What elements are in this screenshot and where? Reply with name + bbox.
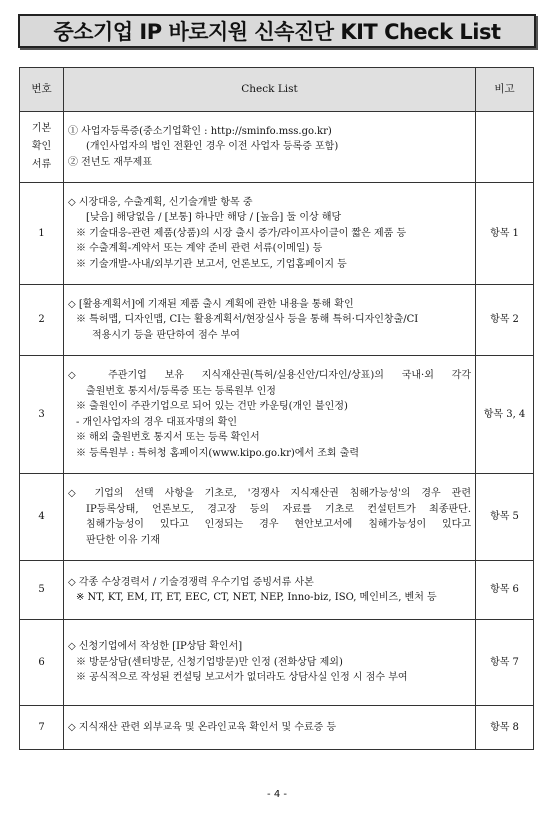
row-1-line: ※ 기술개발-사내/외부기관 보고서, 언론보도, 기업홈페이지 등	[76, 258, 347, 270]
row-5-content	[64, 561, 476, 620]
row-5-note: 항목 6	[476, 561, 534, 620]
row-3-line: ※ 출원인이 주관기업으로 되어 있는 건만 카운팅(개인 불인정)	[76, 401, 348, 412]
row-basic-line: (개인사업자의 법인 전환인 경우 이전 사업자 등록증 포함)	[86, 141, 339, 153]
table-row-basic	[20, 112, 534, 183]
table-row-7	[20, 706, 534, 750]
row-2-line: ◇ [활용계획서]에 기재된 제품 출시 계획에 관한 내용을 통해 확인	[68, 298, 354, 310]
row-3-line: ※ 해외 출원번호 통지서 또는 등록 확인서	[76, 432, 260, 443]
row-1-content	[64, 183, 476, 285]
row-6-no: 6	[20, 620, 64, 706]
row-6-content	[64, 620, 476, 706]
table-row-4	[20, 474, 534, 561]
row-basic-content	[64, 112, 476, 183]
row-4-line: ◇ 기업의 선택 사항을 기초로, '경쟁사 지식재산권 침해가능성'의 경우 관련	[68, 488, 471, 499]
row-4-note: 항목 5	[476, 474, 534, 561]
row-3-line: 출원번호 통지서/등록증 또는 등록원부 인정	[86, 385, 276, 397]
row-3-line: ◇ 주관기업 보유 지식재산권(특허/실용신안/디자인/상표)의 국내·외 각각	[68, 370, 471, 381]
row-4-line: IP등록상태, 언론보도, 경고장 등의 자료를 기초로 컨설턴트가 최종판단.	[86, 503, 471, 515]
row-6-line: ※ 공식적으로 작성된 컨설팅 보고서가 없더라도 상담사실 인정 시 점수 부여	[76, 672, 408, 684]
row-2-line: ※ 특허맵, 디자인맵, CI는 활용계획서/현장실사 등을 통해 특허·디자인창출/CI	[76, 314, 419, 326]
row-1-line: ◇ 시장대응, 수출계획, 신기술개발 항목 중	[68, 196, 253, 208]
table-row-3	[20, 356, 534, 474]
table-header-row	[20, 68, 534, 112]
row-1-line: [낮음] 해당없음 / [보통] 하나만 해당 / [높음] 둘 이상 해당	[86, 212, 342, 224]
row-5-line: ※ NT, KT, EM, IT, ET, EEC, CT, NET, NEP, Inno-biz, ISO, 메인비즈, 벤처 등	[76, 592, 437, 603]
header-checklist: Check List	[64, 68, 476, 112]
row-6-line: ◇ 신청기업에서 작성한 [IP상담 확인서]	[68, 641, 243, 653]
table-row-5	[20, 561, 534, 620]
row-basic-no: 기본 확인 서류	[20, 112, 64, 183]
row-3-line: ※ 등록원부 : 특허청 홈페이지(www.kipo.go.kr)에서 조회 출력	[76, 447, 360, 459]
row-7-line: ◇ 지식재산 관련 외부교육 및 온라인교육 확인서 및 수료증 등	[68, 721, 337, 733]
row-3-no: 3	[20, 356, 64, 474]
row-4-line: 침해가능성이 있다고 인정되는 경우 현안보고서에 침해가능성이 있다고	[86, 519, 471, 530]
table-row-1	[20, 183, 534, 285]
row-3-content	[64, 356, 476, 474]
row-2-no: 2	[20, 285, 64, 356]
row-basic-note	[476, 112, 534, 183]
table-row-2	[20, 285, 534, 356]
row-2-line: 적용시기 등을 판단하여 점수 부여	[92, 329, 240, 341]
row-6-line: ※ 방문상담(센터방문, 신청기업방문)만 인정 (전화상담 제외)	[76, 656, 343, 668]
row-basic-line: ① 사업자등록증(중소기업확인 : http://sminfo.mss.go.kr)	[68, 125, 332, 137]
row-1-note: 항목 1	[476, 183, 534, 285]
row-3-line: - 개인사업자의 경우 대표자명의 확인	[76, 416, 237, 428]
header-no: 번호	[20, 68, 64, 112]
page-title: 중소기업 IP 바로지원 신속진단 KIT Check List	[53, 20, 501, 44]
row-2-content	[64, 285, 476, 356]
table-row-6	[20, 620, 534, 706]
header-note: 비고	[476, 68, 534, 112]
row-1-line: ※ 기술대응-관련 제품(상품)의 시장 출시 증가/라이프사이클이 짧은 제품 등	[76, 227, 407, 239]
row-7-no: 7	[20, 706, 64, 750]
row-2-note: 항목 2	[476, 285, 534, 356]
row-4-line: 판단한 이유 기재	[86, 534, 160, 546]
row-basic-line: ② 전년도 재무제표	[68, 156, 152, 168]
row-4-no: 4	[20, 474, 64, 561]
row-4-content	[64, 474, 476, 561]
row-7-note: 항목 8	[476, 706, 534, 750]
row-3-note: 항목 3, 4	[476, 356, 534, 474]
row-1-no: 1	[20, 183, 64, 285]
row-7-content	[64, 706, 476, 750]
row-5-line: ◇ 각종 수상경력서 / 기술경쟁력 우수기업 증빙서류 사본	[68, 576, 314, 588]
row-6-note: 항목 7	[476, 620, 534, 706]
checklist-table	[19, 67, 534, 750]
page-number: - 4 -	[267, 789, 287, 800]
title-box	[18, 14, 536, 48]
row-5-no: 5	[20, 561, 64, 620]
row-1-line: ※ 수출계획-계약서 또는 계약 준비 관련 서류(이메일) 등	[76, 243, 323, 255]
